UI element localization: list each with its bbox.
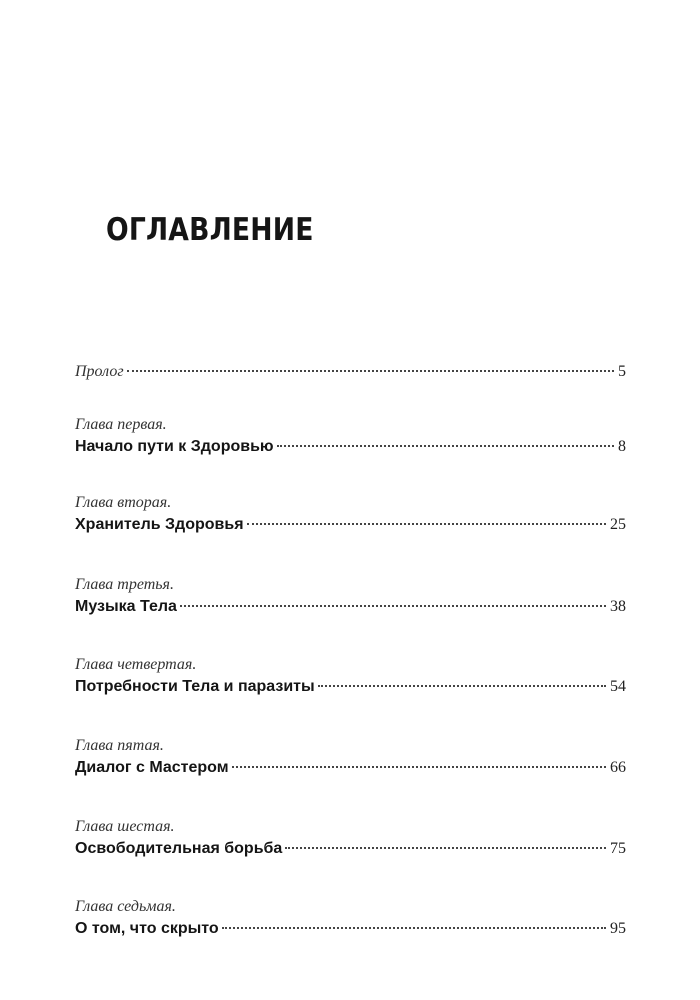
toc-line — [75, 597, 626, 617]
page-number: 54 — [610, 678, 626, 695]
dot-leader — [232, 766, 606, 768]
entry-title: Начало пути к Здоровью — [75, 438, 274, 455]
page-number: 5 — [618, 363, 626, 380]
chapter-label: Глава шестая. — [75, 818, 175, 835]
chapter-label: Глава первая. — [75, 416, 167, 433]
page-number: 95 — [610, 920, 626, 937]
toc-entry-chapter-5 — [75, 737, 626, 778]
entry-title: Хранитель Здоровья — [75, 516, 244, 533]
entry-title: Освободительная борьба — [75, 840, 283, 857]
toc-entry-chapter-7 — [75, 898, 626, 939]
entry-title: Потребности Тела и паразиты — [75, 678, 315, 695]
dot-leader — [318, 685, 606, 687]
toc-line — [75, 839, 626, 859]
page-number: 75 — [610, 840, 626, 857]
toc-entry-chapter-1 — [75, 416, 626, 457]
entry-title: Музыка Тела — [75, 598, 177, 615]
page-number: 8 — [618, 438, 626, 455]
dot-leader — [180, 605, 606, 607]
toc-entry-chapter-6 — [75, 818, 626, 859]
toc-line — [75, 677, 626, 697]
page-number: 25 — [610, 516, 626, 533]
toc-line — [75, 362, 626, 382]
chapter-label: Глава седьмая. — [75, 898, 176, 915]
toc-line — [75, 758, 626, 778]
entry-title: Диалог с Мастером — [75, 759, 229, 776]
entry-title: Пролог — [75, 363, 124, 380]
chapter-label: Глава четвертая. — [75, 656, 197, 673]
toc-line — [75, 437, 626, 457]
dot-leader — [285, 847, 606, 849]
toc-line — [75, 515, 626, 535]
chapter-label: Глава третья. — [75, 576, 174, 593]
toc-entry-prologue — [75, 359, 626, 382]
dot-leader — [222, 927, 606, 929]
toc-line — [75, 919, 626, 939]
toc-entry-chapter-4 — [75, 656, 626, 697]
page-title: ОГЛАВЛЕНИЕ — [106, 212, 314, 248]
toc-entry-chapter-2 — [75, 494, 626, 535]
entry-title: О том, что скрыто — [75, 920, 219, 937]
dot-leader — [277, 445, 614, 447]
dot-leader — [247, 523, 606, 525]
dot-leader — [127, 370, 614, 372]
toc-entry-chapter-3 — [75, 576, 626, 617]
chapter-label: Глава пятая. — [75, 737, 164, 754]
chapter-label: Глава вторая. — [75, 494, 172, 511]
page-number: 38 — [610, 598, 626, 615]
page-number: 66 — [610, 759, 626, 776]
